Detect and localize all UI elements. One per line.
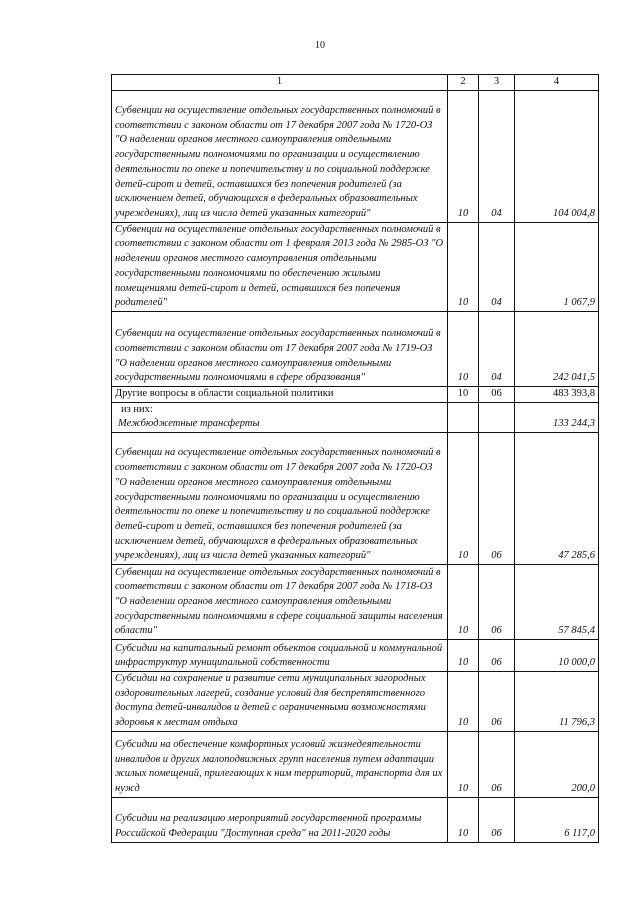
row-amount: 6 117,0 bbox=[515, 797, 599, 842]
row-description: Субсидии на обеспечение комфортных условий жизнедеятельности инвалидов и других малоподвижных групп населения путем адаптации жилых помещений, прилегающих к ним территорий, транспорта для их нужд bbox=[112, 731, 448, 797]
table-row bbox=[112, 433, 599, 565]
header-col-3: 3 bbox=[479, 75, 515, 91]
row-description: Субвенции на осуществление отдельных государственных полномочий в соответствии с законом области от 1 февраля 2013 года № 2985-ОЗ "О наделении органов местного самоуправления отдельными государственными полномочиями по обеспечению жилыми помещениями детей-сирот и детей, оставшихся без попечения родителей" bbox=[112, 222, 448, 311]
row-description bbox=[112, 402, 448, 432]
row-section: 10 bbox=[448, 311, 479, 386]
row-amount: 47 285,6 bbox=[515, 433, 599, 565]
row-section: 10 bbox=[448, 797, 479, 842]
header-col-2: 2 bbox=[448, 75, 479, 91]
table-row bbox=[112, 797, 599, 842]
header-col-4: 4 bbox=[515, 75, 599, 91]
row-description: Субвенции на осуществление отдельных государственных полномочий в соответствии с законом области от 17 декабря 2007 года № 1720-ОЗ "О наделении органов местного самоуправления отдельными государственными полномочиями по организации и осуществлению деятельности по опеке и попечительству и по социальной поддержке детей-сирот и детей, оставшихся без попечения родителей (за исключением детей, обучающихся в федеральных образовательных учреждениях), лиц из числа детей указанных категорий" bbox=[112, 90, 448, 222]
row-subsection: 04 bbox=[479, 222, 515, 311]
row-section: 10 bbox=[448, 640, 479, 672]
row-amount: 57 845,4 bbox=[515, 565, 599, 640]
table-header-row bbox=[112, 75, 599, 91]
page-number: 10 bbox=[315, 40, 325, 51]
row-description: Субвенции на осуществление отдельных государственных полномочий в соответствии с законом области от 17 декабря 2007 года № 1719-ОЗ "О наделении органов местного самоуправления отдельными государственными полномочиями в сфере образования" bbox=[112, 311, 448, 386]
row-amount: 242 041,5 bbox=[515, 311, 599, 386]
row-amount: 483 393,8 bbox=[515, 386, 599, 402]
table-row bbox=[112, 565, 599, 640]
row-amount: 11 796,3 bbox=[515, 672, 599, 732]
row-description: Субсидии на капитальный ремонт объектов социальной и коммунальной инфраструктур муниципальной собственности bbox=[112, 640, 448, 672]
row-description: Субсидии на сохранение и развитие сети муниципальных загородных оздоровительных лагерей, создание условий для беспрепятственного доступа детей-инвалидов и детей с ограниченными возможностями здоровья к местам отдыха bbox=[112, 672, 448, 732]
row-subsection: 04 bbox=[479, 90, 515, 222]
row-description: Субвенции на осуществление отдельных государственных полномочий в соответствии с законом области от 17 декабря 2007 года № 1718-ОЗ "О наделении органов местного самоуправления отдельными государственными полномочиями в сфере социальной защиты населения области" bbox=[112, 565, 448, 640]
row-section: 10 bbox=[448, 386, 479, 402]
row-subsection: 06 bbox=[479, 640, 515, 672]
budget-table bbox=[111, 74, 599, 843]
row-section: 10 bbox=[448, 731, 479, 797]
row-subsection: 04 bbox=[479, 311, 515, 386]
table-row bbox=[112, 311, 599, 386]
row-description: Субвенции на осуществление отдельных государственных полномочий в соответствии с законом области от 17 декабря 2007 года № 1720-ОЗ "О наделении органов местного самоуправления отдельными государственными полномочиями по организации и осуществлению деятельности по опеке и попечительству и по социальной поддержке детей-сирот и детей, оставшихся без попечения родителей (за исключением детей, обучающихся в федеральных образовательных учреждениях), лиц из числа детей указанных категорий" bbox=[112, 433, 448, 565]
row-amount: 104 004,8 bbox=[515, 90, 599, 222]
table-row bbox=[112, 402, 599, 432]
row-subsection: 06 bbox=[479, 797, 515, 842]
row-section: 10 bbox=[448, 90, 479, 222]
row-subsection: 06 bbox=[479, 565, 515, 640]
row-description: Другие вопросы в области социальной политики bbox=[112, 386, 448, 402]
row-section: 10 bbox=[448, 672, 479, 732]
row-description: Субсидии на реализацию мероприятий государственной программы Российской Федерации "Доступная среда" на 2011-2020 годы bbox=[112, 797, 448, 842]
row-amount: 200,0 bbox=[515, 731, 599, 797]
row-subsection bbox=[479, 402, 515, 432]
row-subsection: 06 bbox=[479, 433, 515, 565]
row-subsection: 06 bbox=[479, 731, 515, 797]
row-section: 10 bbox=[448, 565, 479, 640]
table-row bbox=[112, 672, 599, 732]
header-col-1: 1 bbox=[112, 75, 448, 91]
table-row bbox=[112, 90, 599, 222]
row-section bbox=[448, 402, 479, 432]
row-amount: 10 000,0 bbox=[515, 640, 599, 672]
row-subsection: 06 bbox=[479, 672, 515, 732]
table-row bbox=[112, 640, 599, 672]
row-subheading: из них: bbox=[121, 403, 153, 415]
row-section: 10 bbox=[448, 433, 479, 565]
row-subsection: 06 bbox=[479, 386, 515, 402]
table-row bbox=[112, 731, 599, 797]
table-row bbox=[112, 386, 599, 402]
row-amount: 1 067,9 bbox=[515, 222, 599, 311]
row-description-sub: Межбюджетные трансферты bbox=[118, 418, 260, 430]
row-section: 10 bbox=[448, 222, 479, 311]
table-row bbox=[112, 222, 599, 311]
row-amount: 133 244,3 bbox=[515, 402, 599, 432]
